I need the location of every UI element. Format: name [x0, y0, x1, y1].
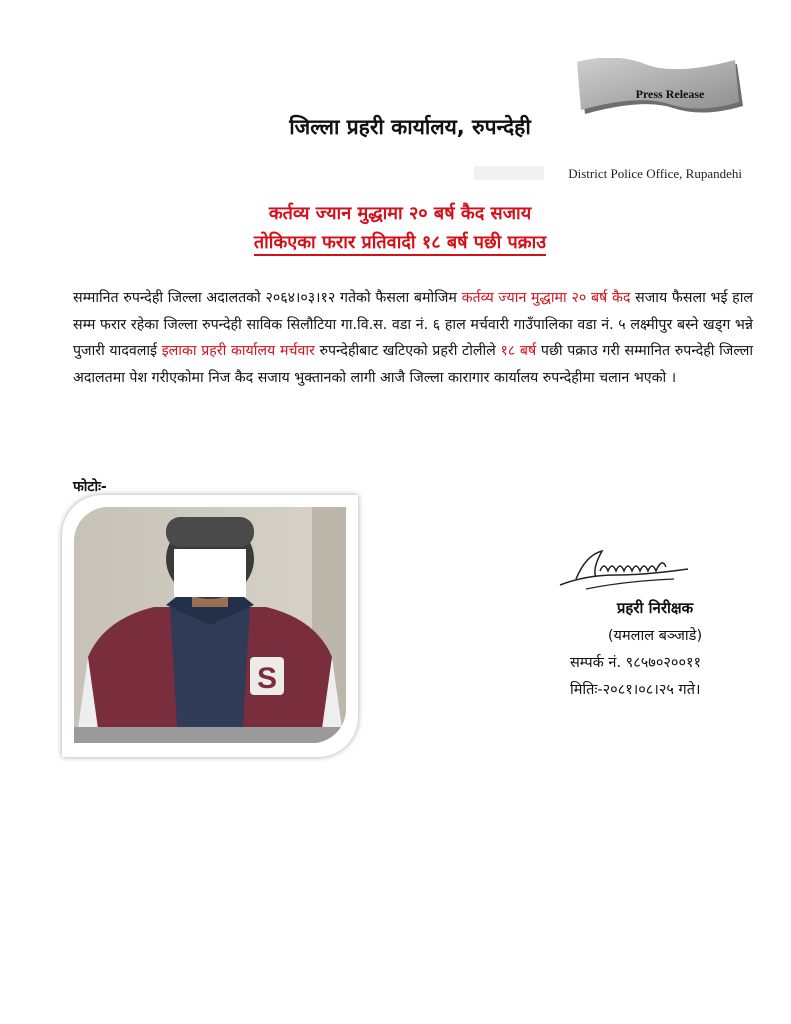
suspect-photo	[74, 507, 346, 743]
body-highlight-1: कर्तव्य ज्यान मुद्धामा २० बर्ष कैद	[461, 290, 631, 306]
document-date: मितिः-२०८१।०८।२५ गते।	[570, 682, 701, 698]
body-highlight-2: इलाका प्रहरी कार्यालय मर्चवार	[161, 343, 315, 359]
signature	[556, 545, 696, 593]
body-part-4: पछी पक्राउ गरी सम्मानित रुपन्देही जिल्ला अदालतमा पेश गरीएकोमा निज कैद सजाय भुक्तानको लागी आजै जिल्ला कारागार कार्यालय रुपन्देहीमा चलान भएको ।	[73, 343, 754, 386]
body-part-2: सजाय फैसला भई हाल सम्म फरार रहेका जिल्ला रुपन्देही साविक सिलौटिया गा.वि.स. वडा नं. ६ हाल मर्चवारी गाउँपालिका वडा नं. ५ लक्ष्मीपुर बस्ने खड्ग भन्ने पुजारी यादवलाई	[73, 290, 753, 359]
suspect-photo-image	[74, 507, 346, 743]
signatory-title: प्रहरी निरीक्षक	[616, 599, 694, 617]
press-release-label: Press Release	[635, 87, 705, 101]
photo-label: फोटोः-	[73, 479, 107, 495]
office-english-name: District Police Office, Rupandehi	[568, 166, 742, 181]
body-part-1: सम्मानित रुपन्देही जिल्ला अदालतको २०६४।०३।१२ गतेको फैसला बमोजिम	[73, 290, 462, 306]
headline-line-1: कर्तव्य ज्यान मुद्धामा २० बर्ष कैद सजाय	[268, 203, 532, 224]
headline-line-2	[150, 230, 650, 254]
body-highlight-3: १८ बर्ष	[500, 343, 537, 359]
headline-line-2-text: तोकिएका फरार प्रतिवादी १८ बर्ष पछी पक्राउ	[254, 232, 546, 256]
body-part-3: रुपन्देहीबाट खटिएको प्रहरी टोलीले	[314, 343, 501, 359]
signatory-contact: सम्पर्क नं. ९८५७०२००११	[570, 655, 702, 671]
face-blur-box	[174, 549, 246, 597]
body-paragraph	[73, 285, 753, 391]
signatory-name: (यमलाल बञ्जाडे)	[607, 628, 703, 644]
shirt-letter: S	[256, 662, 278, 695]
office-title: जिल्ला प्रहरी कार्यालय, रुपन्देही	[289, 115, 531, 139]
